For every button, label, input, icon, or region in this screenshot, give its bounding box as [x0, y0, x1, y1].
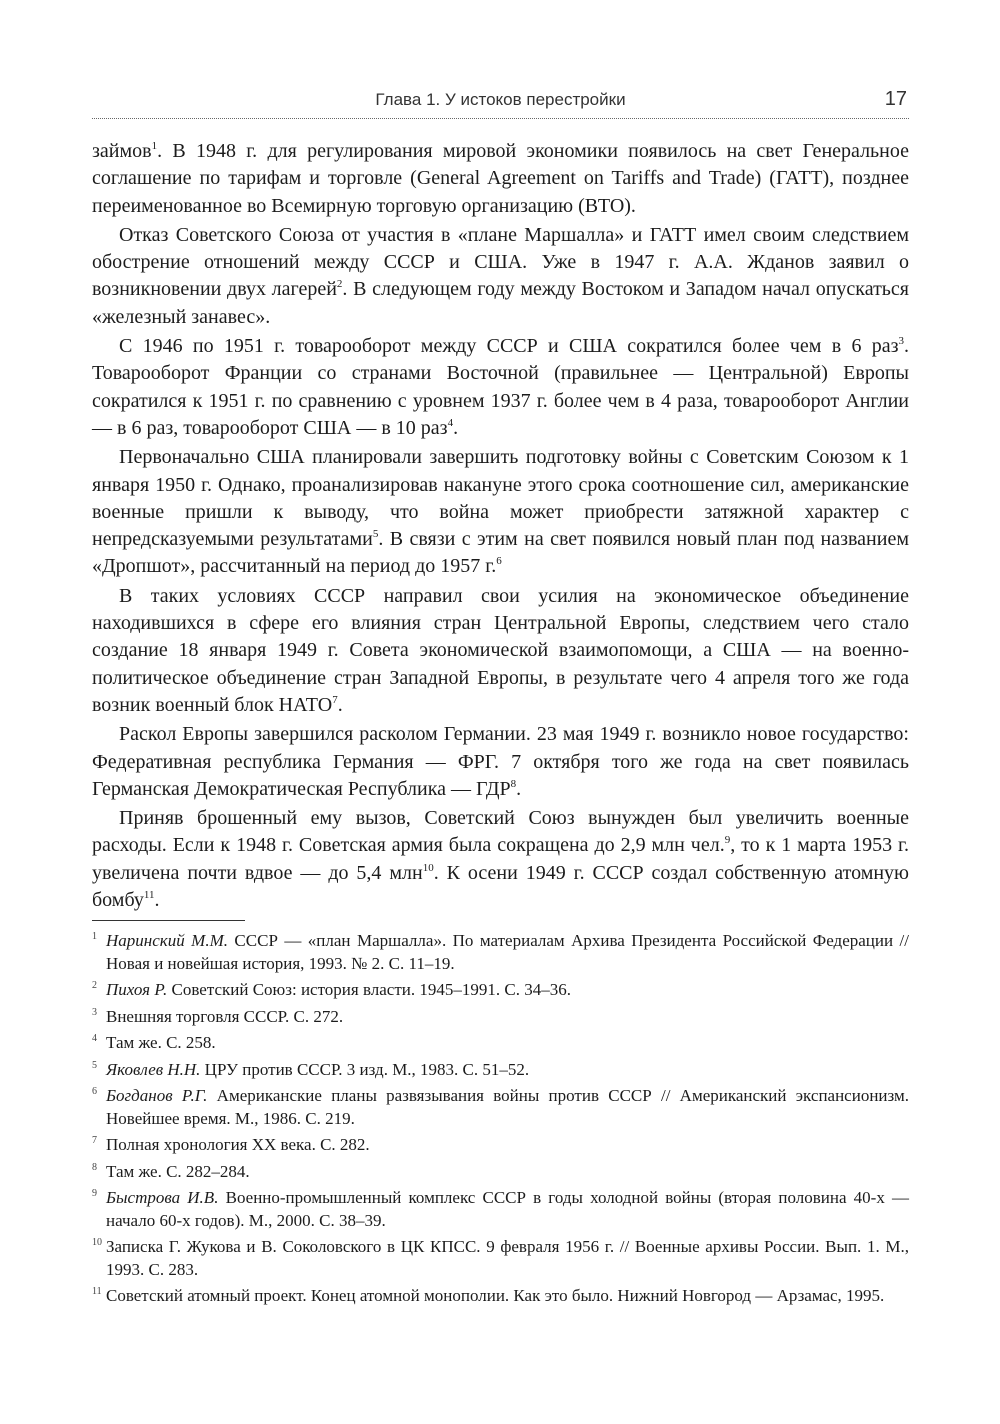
paragraph	[92, 222, 909, 331]
footnote-text: ЦРУ против СССР. 3 изд. М., 1983. С. 51–52.	[200, 1059, 530, 1079]
footnote	[92, 1236, 909, 1281]
footnote-ref[interactable]: 2	[336, 278, 343, 291]
footnote-author: Быстрова И.В.	[106, 1188, 219, 1207]
text: Отказ Советского Союза от участия в «плане Маршалла» и ГАТТ имел своим следствием обострение отношений между СССР и США. Уже в 1947 г. А.А. Жданов заявил о возникновении двух лагерей	[92, 223, 909, 301]
footnote-number: 8	[92, 1161, 97, 1173]
main-text	[92, 138, 909, 916]
footnote-number: 7	[92, 1135, 97, 1146]
footnote-text: Советский Союз: история власти. 1945–1991. С. 34–36.	[167, 980, 571, 999]
footnote	[92, 1134, 909, 1157]
footnote-ref[interactable]: 4	[447, 416, 454, 429]
text: . В следующем году между Востоком и Западом начал опускаться «железный занавес».	[92, 278, 909, 328]
footnote	[92, 1006, 909, 1029]
footnote-ref[interactable]: 8	[510, 777, 517, 790]
footnote-number: 6	[92, 1086, 97, 1097]
footnote-author: Богданов Р.Г.	[106, 1086, 208, 1105]
text: . В 1948 г. для регулирования мировой экономики появилось на свет Генеральное соглашение по тарифам и торговле (General Agreement on Tariffs and Trade) (ГАТТ), позднее переименованное во Всемирную торговую организацию (ВТО).	[92, 140, 909, 217]
footnote-text: Военно-промышленный комплекс СССР в годы холодной войны (вторая половина 40-х — начало 60-х годов). М., 2000. С. 38–39.	[106, 1188, 909, 1230]
footnote-ref[interactable]: 3	[898, 335, 904, 348]
footnote-text: Там же. С. 258.	[106, 1033, 216, 1052]
footnote-author: Яковлев Н.Н.	[106, 1059, 201, 1079]
footnote-ref[interactable]: 5	[372, 528, 379, 541]
paragraph	[92, 333, 909, 442]
text: , то к 1 марта 1953 г. увеличена почти вдвое — до 5,4 млн	[92, 834, 909, 884]
footnote	[92, 1285, 909, 1308]
footnote-ref[interactable]: 1	[151, 140, 158, 152]
footnote	[92, 1059, 909, 1082]
text: Первоначально США планировали завершить подготовку войны с Советским Союзом к 1 января 1950 г. Однако, проанализировав накануне этого срока соотношение сил, американские военные пришли к выводу, что война может приобрести затяжной характер с непредсказуемыми результатами	[92, 446, 909, 551]
chapter-title: Глава 1. У истоков перестройки	[375, 90, 626, 109]
footnote-text: СССР — «план Маршалла». По материалам Архива Президента Российской Федерации // Новая и новейшая история, 1993. № 2. С. 11–19.	[106, 931, 909, 973]
text: .	[154, 889, 160, 912]
text: Раскол Европы завершился расколом Германии. 23 мая 1949 г. возникло новое государство: Федеративная республика Германия — ФРГ. 7 октября того же года на свет появилась Германская Демократическая Республика — ГДР	[92, 723, 909, 800]
text: . К осени 1949 г. СССР создал собственную атомную бомбу	[92, 861, 909, 912]
footnote-text: Американские планы развязывания войны против СССР // Американский экспансионизм. Новейшее время. М., 1986. С. 219.	[106, 1086, 910, 1128]
text: . В связи с этим на свет появился новый план под названием «Дропшот», рассчитанный на период до 1957 г.	[92, 528, 909, 578]
paragraph	[92, 583, 909, 719]
footnotes	[92, 930, 909, 1312]
text: . Товарооборот Франции со странами Восточной (правильнее — Центральной) Европы сократился к 1951 г. по сравнению с уровнем 1937 г. более чем в 4 раза, товарооборот Англии — в 6 раз, товарооборот США — в 10 раз	[92, 335, 909, 439]
text: .	[453, 416, 459, 439]
footnote-number: 10	[92, 1237, 102, 1248]
footnote-number: 11	[92, 1286, 102, 1297]
text: .	[516, 777, 522, 800]
footnote-number: 3	[92, 1006, 97, 1018]
paragraph	[92, 444, 909, 580]
footnote-number: 1	[92, 931, 97, 942]
footnote-author: Пихоя Р.	[106, 980, 168, 999]
paragraph	[92, 138, 909, 220]
footnote-number: 9	[92, 1188, 97, 1199]
footnote-ref[interactable]: 9	[724, 834, 731, 847]
footnote-text: Советский атомный проект. Конец атомной монополии. Как это было. Нижний Новгород — Арзамас, 1995.	[106, 1286, 885, 1305]
text: С 1946 по 1951 г. товарооборот между СССР и США сократился более чем в 6 раз	[119, 335, 899, 358]
footnote-number: 2	[92, 980, 97, 991]
text: займов	[92, 140, 152, 162]
footnote-number: 4	[92, 1033, 97, 1044]
footnote-ref[interactable]: 7	[332, 693, 338, 706]
footnote-text: Там же. С. 282–284.	[106, 1161, 250, 1181]
footnote-ref[interactable]: 6	[496, 555, 502, 568]
footnote-number: 5	[92, 1059, 97, 1071]
footnote	[92, 979, 909, 1002]
footnote-text: Записка Г. Жукова и В. Соколовского в ЦК КПСС. 9 февраля 1956 г. // Военные архивы России. Вып. 1. М., 1993. С. 283.	[106, 1237, 909, 1279]
footnote	[92, 1032, 909, 1055]
footnote-author: Наринский М.М.	[106, 931, 228, 950]
footnote	[92, 930, 909, 975]
footnote	[92, 1161, 909, 1184]
footnote-text: Внешняя торговля СССР. С. 272.	[106, 1006, 344, 1026]
footnote	[92, 1187, 909, 1232]
text: В таких условиях СССР направил свои усилия на экономическое объединение находившихся в сфере его влияния стран Центральной Европы, следствием чего стало создание 18 января 1949 г. Совета экономической взаимопомощи, а США — на военно-политическое объединение стран Западной Европы, в результате чего 4 апреля того же года возник военный блок НАТО	[92, 584, 909, 716]
footnote-divider	[92, 920, 245, 921]
footnote-text: Полная хронология XX века. С. 282.	[106, 1135, 370, 1154]
page-number: 17	[884, 88, 907, 110]
paragraph	[92, 805, 909, 914]
footnote-ref[interactable]: 10	[422, 861, 434, 874]
footnote-ref[interactable]: 11	[143, 889, 155, 902]
text: .	[337, 693, 343, 716]
footnote	[92, 1085, 909, 1130]
text: Приняв брошенный ему вызов, Советский Союз вынужден был увеличить военные расходы. Если к 1948 г. Советская армия была сокращена до 2,9 млн чел.	[92, 807, 909, 857]
running-header	[92, 86, 909, 119]
paragraph	[92, 721, 909, 803]
